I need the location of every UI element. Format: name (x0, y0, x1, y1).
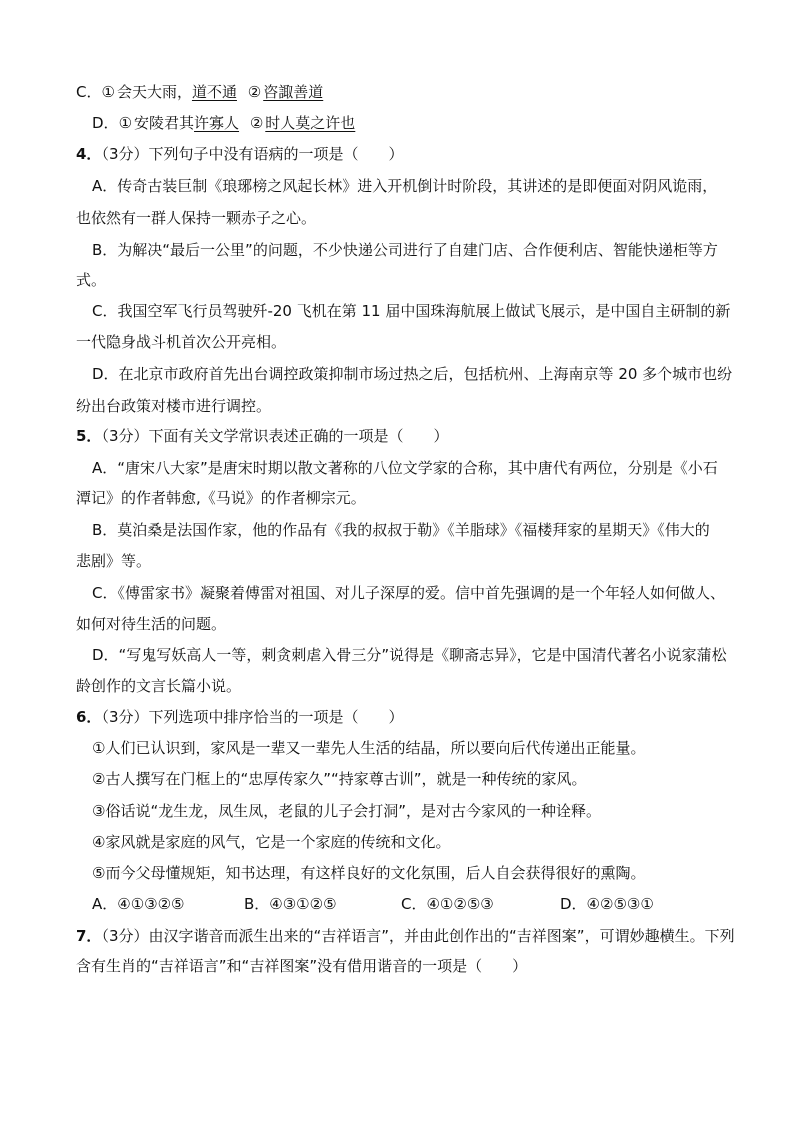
underlined-word: 咨諏善道 (263, 83, 324, 101)
underlined-word: 道不通 (191, 83, 237, 101)
q4-option-a-line2: 也依然有一群人保持一颗赤子之心。 (76, 209, 317, 227)
q6-sentence-1: ①人们已认识到，家风是一辈又一辈先人生活的结晶，所以要向后代传递出正能量。 (92, 739, 646, 757)
option-label: D． (92, 114, 119, 132)
q6-sentence-4: ④家风就是家庭的风气，它是一个家庭的传统和文化。 (92, 833, 451, 851)
q6-sentence-2: ②古人撰写在门框上的“忠厚传家久”“持家尊古训”，就是一种传统的家风。 (92, 770, 587, 788)
q5-option-b-line1: B．莫泊桑是法国作家，他的作品有《我的叔叔于勒》《羊脂球》《福楼拜家的星期天》《伟大的 (92, 521, 710, 539)
q4-option-d-line1: D．在北京市政府首先出台调控政策抑制市场过热之后，包括杭州、上海南京等 20 多个城市也纷 (92, 365, 733, 383)
q4-option-d-line2: 纷出台政策对楼市进行调控。 (76, 397, 272, 415)
q7-stem-line1 (76, 926, 735, 946)
q6-option-c: C．④①②⑤③ (401, 895, 494, 913)
option-text: 会天大雨， (116, 83, 192, 101)
q4-option-c-line1: C．我国空军飞行员驾驶歼-20 飞机在第 11 届中国珠海航展上做试飞展示，是中国自主研制的新 (92, 302, 731, 320)
circled-number: ② (247, 83, 262, 101)
q6-option-a: A．④①③②⑤ (92, 895, 185, 913)
q4-option-c-line2: 一代隐身战斗机首次公开亮相。 (76, 333, 287, 351)
q5-option-b-line2: 悲剧》等。 (76, 552, 152, 570)
option-label: C． (76, 83, 102, 101)
question-stem: （3分）下列句子中没有语病的一项是（ ） (101, 145, 404, 163)
q4-option-b-line2: 式。 (76, 271, 107, 289)
q6-stem (76, 707, 403, 727)
question-number: 6． (76, 708, 102, 726)
circled-number: ① (118, 114, 133, 132)
q6-option-d: D．④②⑤③① (560, 895, 654, 913)
q3-option-d (92, 113, 355, 133)
underlined-word: 时人莫之许也 (265, 114, 356, 132)
question-stem: （3分）下面有关文学常识表述正确的一项是（ ） (101, 427, 449, 445)
q6-sentence-3: ③俗话说“龙生龙，凤生凤，老鼠的儿子会打洞”，是对古今家风的一种诠释。 (92, 802, 601, 820)
circled-number: ② (249, 114, 264, 132)
underlined-word: 许寡人 (194, 114, 240, 132)
circled-number: ① (101, 83, 115, 101)
q6-sentence-5: ⑤而今父母懂规矩，知书达理，有这样良好的文化氛围，后人自会获得很好的熏陶。 (92, 864, 646, 882)
question-stem: （3分）由汉字谐音而派生出来的“吉祥语言”，并由此创作出的“吉祥图案”，可谓妙趣横生。下列 (101, 927, 735, 945)
q3-option-c (76, 82, 323, 102)
question-number: 7． (76, 927, 102, 945)
question-number: 5． (76, 427, 102, 445)
q5-option-c-line1: C．《傅雷家书》凝聚着傅雷对祖国、对儿子深厚的爱。信中首先强调的是一个年轻人如何做人、 (92, 584, 725, 602)
q7-stem-line2: 含有生肖的“吉祥语言”和“吉祥图案”没有借用谐音的一项是（ ） (76, 957, 528, 975)
q4-option-b-line1: B．为解决“最后一公里”的问题，不少快递公司进行了自建门店、合作便利店、智能快递柜等方 (92, 241, 718, 259)
q5-option-d-line1: D．“写鬼写妖高人一等，刺贪刺虐入骨三分”说得是《聊斋志异》，它是中国清代著名小说家蒲松 (92, 646, 727, 664)
question-stem: （3分）下列选项中排序恰当的一项是（ ） (101, 708, 404, 726)
option-text: 安陵君其 (134, 114, 195, 132)
q5-option-c-line2: 如何对待生活的问题。 (76, 615, 227, 633)
question-number: 4． (76, 145, 102, 163)
q4-stem (76, 144, 403, 164)
q6-option-b: B．④③①②⑤ (244, 895, 337, 913)
q4-option-a-line1: A．传奇古装巨制《琅琊榜之风起长林》进入开机倒计时阶段，其讲述的是即便面对阴风诡雨， (92, 177, 718, 195)
q5-option-a-line1: A．“唐宋八大家”是唐宋时期以散文著称的八位文学家的合称，其中唐代有两位，分别是《小石 (92, 459, 718, 477)
q5-option-a-line2: 潭记》的作者韩愈,《马说》的作者柳宗元。 (76, 489, 366, 507)
q5-stem (76, 426, 448, 446)
q5-option-d-line2: 龄创作的文言长篇小说。 (76, 677, 242, 695)
